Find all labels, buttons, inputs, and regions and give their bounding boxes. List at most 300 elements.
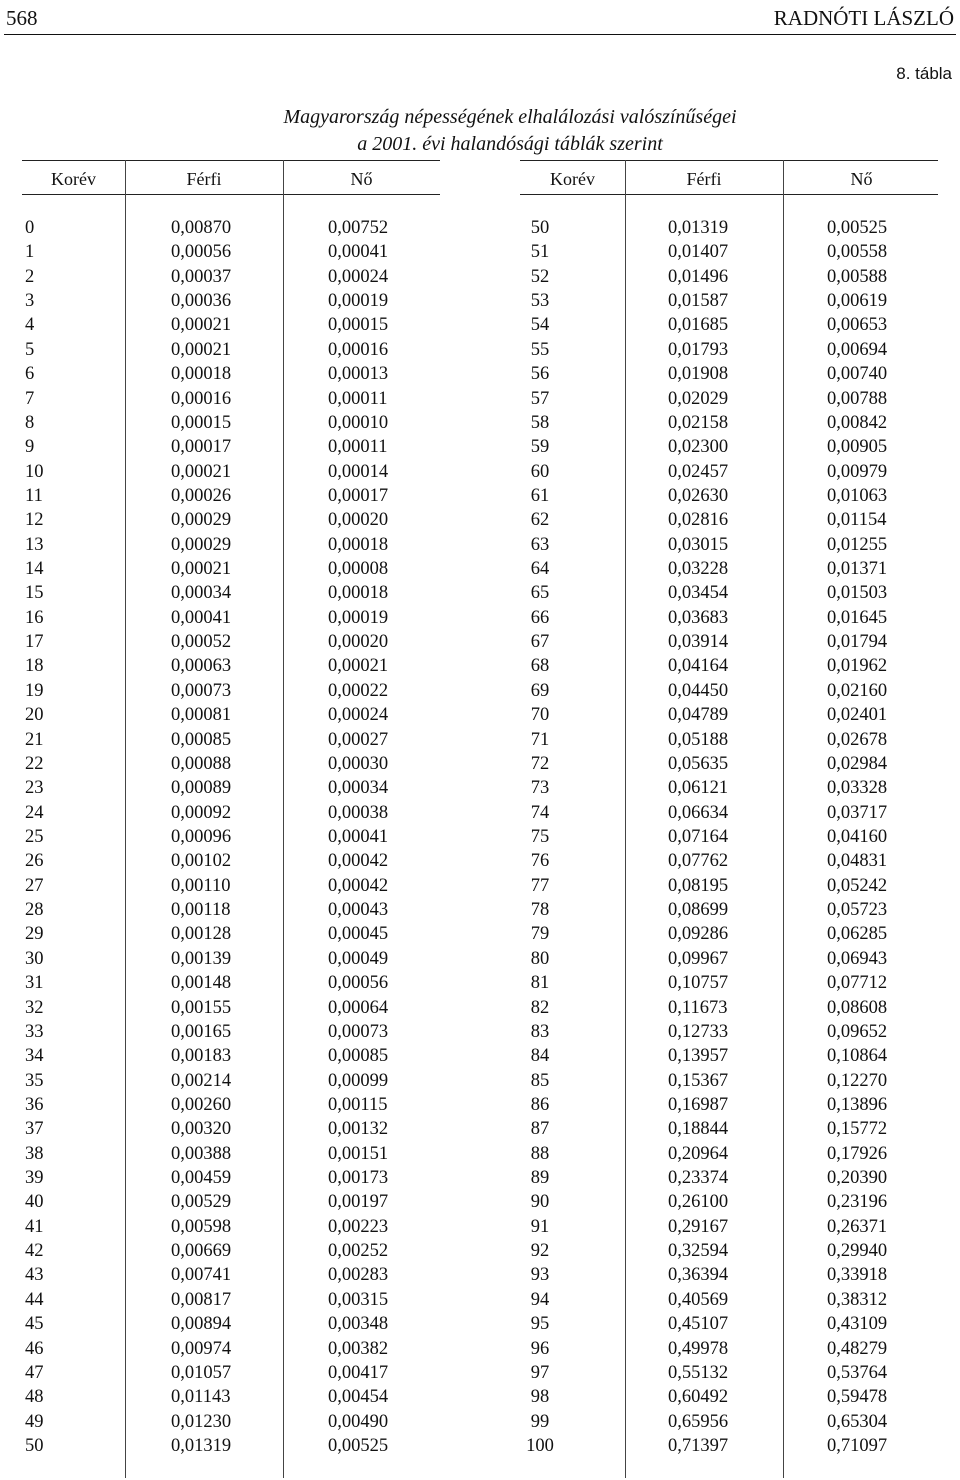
male-probability-cell: 0,00128 [171,924,232,945]
table-title-line-1: Magyarország népességének elhalálozási valószínűségei [283,106,737,128]
male-probability-cell: 0,13957 [668,1046,729,1067]
male-probability-cell: 0,00092 [171,802,232,823]
male-probability-cell: 0,10757 [668,973,729,994]
female-probability-cell: 0,00454 [328,1387,389,1408]
column-header-age: Korév [550,169,595,189]
male-probability-cell: 0,00037 [171,266,232,287]
female-probability-cell: 0,00653 [827,315,888,336]
male-probability-cell: 0,00034 [171,583,232,604]
age-cell: 53 [530,291,550,312]
female-probability-cell: 0,04160 [827,826,888,847]
female-probability-cell: 0,08608 [827,997,888,1018]
age-cell: 17 [25,632,44,653]
female-probability-cell: 0,29940 [827,1241,888,1262]
female-probability-cell: 0,59478 [827,1387,888,1408]
age-cell: 67 [530,632,550,653]
header-rule [4,34,956,35]
female-probability-cell: 0,00252 [328,1241,389,1262]
mortality-table [0,216,960,1458]
female-probability-cell: 0,00151 [328,1143,389,1164]
age-cell: 86 [530,1094,550,1115]
age-cell: 99 [530,1411,550,1432]
female-probability-cell: 0,00315 [328,1289,389,1310]
male-probability-cell: 0,32594 [668,1241,729,1262]
table-row [0,216,960,240]
male-probability-cell: 0,07762 [668,851,729,872]
female-probability-cell: 0,01645 [827,607,888,628]
table-row [0,1239,960,1263]
age-cell: 80 [530,948,550,969]
male-probability-cell: 0,00063 [171,656,232,677]
column-header-age: Korév [51,169,96,189]
male-probability-cell: 0,03015 [668,534,729,555]
age-cell: 50 [530,218,550,238]
age-cell: 14 [25,559,44,580]
age-cell: 63 [530,534,550,555]
age-cell: 92 [530,1241,550,1262]
table-row [0,581,960,605]
age-cell: 89 [530,1168,550,1189]
table-row [0,996,960,1020]
table-row [0,289,960,313]
female-probability-cell: 0,00740 [827,364,888,385]
female-probability-cell: 0,02401 [827,705,888,726]
age-cell: 29 [25,924,44,945]
female-probability-cell: 0,00020 [328,632,389,653]
male-probability-cell: 0,00016 [171,388,232,409]
female-probability-cell: 0,00018 [328,583,389,604]
male-probability-cell: 0,29167 [668,1216,729,1237]
female-probability-cell: 0,00027 [328,729,389,750]
age-cell: 81 [530,973,550,994]
age-cell: 4 [25,315,35,336]
female-probability-cell: 0,00049 [328,948,389,969]
age-cell: 11 [25,485,43,506]
table-header-rule-right [520,194,938,195]
male-probability-cell: 0,04789 [668,705,729,726]
male-probability-cell: 0,00036 [171,291,232,312]
table-row [0,1263,960,1287]
age-cell: 76 [530,851,550,872]
female-probability-cell: 0,00588 [827,266,888,287]
age-cell: 77 [530,875,550,896]
female-probability-cell: 0,00073 [328,1021,389,1042]
female-probability-cell: 0,00042 [328,851,389,872]
female-probability-cell: 0,01371 [827,559,888,580]
age-cell: 82 [530,997,550,1018]
table-row [0,947,960,971]
table-top-rule-left [22,160,440,161]
age-cell: 50 [25,1435,44,1456]
age-cell: 27 [25,875,44,896]
page-header [6,4,954,32]
female-probability-cell: 0,13896 [827,1094,888,1115]
male-probability-cell: 0,01496 [668,266,729,287]
male-probability-cell: 0,04164 [668,656,729,677]
age-cell: 12 [25,510,44,531]
male-probability-cell: 0,00529 [171,1192,232,1213]
male-probability-cell: 0,00017 [171,437,232,458]
male-probability-cell: 0,00741 [171,1265,232,1286]
table-row [0,1166,960,1190]
male-probability-cell: 0,03683 [668,607,729,628]
age-cell: 23 [25,778,44,799]
age-cell: 68 [530,656,550,677]
age-cell: 55 [530,339,550,360]
age-cell: 61 [530,485,550,506]
female-probability-cell: 0,00525 [827,218,888,238]
table-row [0,1020,960,1044]
table-row [0,265,960,289]
male-probability-cell: 0,20964 [668,1143,729,1164]
age-cell: 66 [530,607,550,628]
age-cell: 52 [530,266,550,287]
age-cell: 57 [530,388,550,409]
male-probability-cell: 0,05188 [668,729,729,750]
table-row [0,338,960,362]
table-row [0,1337,960,1361]
age-cell: 51 [530,242,550,263]
age-cell: 93 [530,1265,550,1286]
table-row [0,1190,960,1214]
table-row [0,1069,960,1093]
male-probability-cell: 0,03914 [668,632,729,653]
age-cell: 71 [530,729,550,750]
male-probability-cell: 0,00026 [171,485,232,506]
male-probability-cell: 0,00894 [171,1314,232,1335]
male-probability-cell: 0,00148 [171,973,232,994]
age-cell: 91 [530,1216,550,1237]
female-probability-cell: 0,00619 [827,291,888,312]
table-top-rule-right [520,160,938,161]
female-probability-cell: 0,00979 [827,461,888,482]
female-probability-cell: 0,65304 [827,1411,888,1432]
age-cell: 8 [25,412,35,433]
column-header-female: Nő [850,169,873,189]
female-probability-cell: 0,23196 [827,1192,888,1213]
table-row [0,1044,960,1068]
female-probability-cell: 0,06943 [827,948,888,969]
female-probability-cell: 0,00008 [328,559,389,580]
male-probability-cell: 0,01793 [668,339,729,360]
female-probability-cell: 0,00417 [328,1362,389,1383]
female-probability-cell: 0,17926 [827,1143,888,1164]
female-probability-cell: 0,00021 [328,656,389,677]
age-cell: 46 [25,1338,44,1359]
male-probability-cell: 0,00041 [171,607,232,628]
male-probability-cell: 0,00165 [171,1021,232,1042]
age-cell: 3 [25,291,35,312]
female-probability-cell: 0,01962 [827,656,888,677]
age-cell: 38 [25,1143,44,1164]
male-probability-cell: 0,00260 [171,1094,232,1115]
male-probability-cell: 0,00015 [171,412,232,433]
female-probability-cell: 0,00045 [328,924,389,945]
age-cell: 59 [530,437,550,458]
male-probability-cell: 0,00102 [171,851,232,872]
age-cell: 49 [25,1411,44,1432]
age-cell: 83 [530,1021,550,1042]
male-probability-cell: 0,00598 [171,1216,232,1237]
age-cell: 44 [25,1289,44,1310]
age-cell: 1 [25,242,35,263]
male-probability-cell: 0,26100 [668,1192,729,1213]
female-probability-cell: 0,10864 [827,1046,888,1067]
male-probability-cell: 0,15367 [668,1070,729,1091]
male-probability-cell: 0,02457 [668,461,729,482]
female-probability-cell: 0,00020 [328,510,389,531]
male-probability-cell: 0,08699 [668,900,729,921]
table-row [0,679,960,703]
age-cell: 48 [25,1387,44,1408]
table-row [0,898,960,922]
male-probability-cell: 0,06634 [668,802,729,823]
male-probability-cell: 0,00081 [171,705,232,726]
age-cell: 72 [530,753,550,774]
female-probability-cell: 0,05723 [827,900,888,921]
table-row [0,1215,960,1239]
table-row [0,1385,960,1409]
female-probability-cell: 0,05242 [827,875,888,896]
male-probability-cell: 0,49978 [668,1338,729,1359]
female-probability-cell: 0,00038 [328,802,389,823]
age-cell: 0 [25,218,35,238]
female-probability-cell: 0,00197 [328,1192,389,1213]
column-header-male: Férfi [186,169,222,189]
female-probability-cell: 0,00064 [328,997,389,1018]
table-row [0,801,960,825]
female-probability-cell: 0,00011 [328,388,388,409]
male-probability-cell: 0,04450 [668,680,729,701]
age-cell: 25 [25,826,44,847]
column-header-female: Nő [350,169,373,189]
male-probability-cell: 0,01057 [171,1362,232,1383]
table-row [0,752,960,776]
female-probability-cell: 0,00348 [328,1314,389,1335]
age-cell: 43 [25,1265,44,1286]
female-probability-cell: 0,00490 [328,1411,389,1432]
male-probability-cell: 0,02816 [668,510,729,531]
female-probability-cell: 0,00014 [328,461,389,482]
table-row [0,1142,960,1166]
male-probability-cell: 0,08195 [668,875,729,896]
table-row [0,533,960,557]
male-probability-cell: 0,01319 [668,218,729,238]
column-header-male: Férfi [686,169,722,189]
age-cell: 33 [25,1021,44,1042]
age-cell: 13 [25,534,44,555]
age-cell: 98 [530,1387,550,1408]
table-row [0,387,960,411]
age-cell: 97 [530,1362,550,1383]
male-probability-cell: 0,00974 [171,1338,232,1359]
table-row [0,1288,960,1312]
age-cell: 7 [25,388,35,409]
female-probability-cell: 0,00842 [827,412,888,433]
age-cell: 62 [530,510,550,531]
female-probability-cell: 0,00905 [827,437,888,458]
age-cell: 74 [530,802,550,823]
table-row [0,411,960,435]
male-probability-cell: 0,00388 [171,1143,232,1164]
female-probability-cell: 0,00024 [328,266,389,287]
table-row [0,313,960,337]
male-probability-cell: 0,01587 [668,291,729,312]
table-header-rule-left [22,194,440,195]
table-row [0,703,960,727]
female-probability-cell: 0,09652 [827,1021,888,1042]
male-probability-cell: 0,07164 [668,826,729,847]
running-head: RADNÓTI LÁSZLÓ [773,6,954,30]
male-probability-cell: 0,00052 [171,632,232,653]
male-probability-cell: 0,01230 [171,1411,232,1432]
female-probability-cell: 0,04831 [827,851,888,872]
female-probability-cell: 0,00132 [328,1119,389,1140]
age-cell: 70 [530,705,550,726]
table-row [0,922,960,946]
age-cell: 64 [530,559,550,580]
female-probability-cell: 0,00018 [328,534,389,555]
female-probability-cell: 0,01255 [827,534,888,555]
male-probability-cell: 0,00669 [171,1241,232,1262]
table-row [0,1117,960,1141]
age-cell: 73 [530,778,550,799]
female-probability-cell: 0,00173 [328,1168,389,1189]
age-cell: 16 [25,607,44,628]
table-row [0,484,960,508]
table-title-line-2: a 2001. évi halandósági táblák szerint [357,133,663,155]
female-probability-cell: 0,01794 [827,632,888,653]
male-probability-cell: 0,05635 [668,753,729,774]
female-probability-cell: 0,00010 [328,412,389,433]
male-probability-cell: 0,01908 [668,364,729,385]
table-row [0,776,960,800]
female-probability-cell: 0,00382 [328,1338,389,1359]
age-cell: 22 [25,753,44,774]
table-row [0,654,960,678]
male-probability-cell: 0,09286 [668,924,729,945]
male-probability-cell: 0,00018 [171,364,232,385]
male-probability-cell: 0,00021 [171,559,232,580]
male-probability-cell: 0,00183 [171,1046,232,1067]
age-cell: 65 [530,583,550,604]
table-row [0,825,960,849]
age-cell: 28 [25,900,44,921]
female-probability-cell: 0,00013 [328,364,389,385]
female-probability-cell: 0,02984 [827,753,888,774]
male-probability-cell: 0,01143 [171,1387,231,1408]
male-probability-cell: 0,00088 [171,753,232,774]
female-probability-cell: 0,07712 [827,973,888,994]
age-cell: 15 [25,583,44,604]
male-probability-cell: 0,00155 [171,997,232,1018]
age-cell: 79 [530,924,550,945]
age-cell: 60 [530,461,550,482]
age-cell: 84 [530,1046,550,1067]
female-probability-cell: 0,00558 [827,242,888,263]
male-probability-cell: 0,03454 [668,583,729,604]
table-row [0,460,960,484]
female-probability-cell: 0,00019 [328,291,389,312]
table-row [0,1093,960,1117]
male-probability-cell: 0,00139 [171,948,232,969]
age-cell: 35 [25,1070,44,1091]
male-probability-cell: 0,00096 [171,826,232,847]
male-probability-cell: 0,16987 [668,1094,729,1115]
female-probability-cell: 0,12270 [827,1070,888,1091]
age-cell: 88 [530,1143,550,1164]
age-cell: 2 [25,266,35,287]
age-cell: 19 [25,680,44,701]
female-probability-cell: 0,00016 [328,339,389,360]
male-probability-cell: 0,71397 [668,1435,729,1456]
table-row [0,557,960,581]
age-cell: 41 [25,1216,44,1237]
table-label: 8. tábla [896,64,952,83]
male-probability-cell: 0,00021 [171,461,232,482]
male-probability-cell: 0,45107 [668,1314,729,1335]
male-probability-cell: 0,00021 [171,339,232,360]
age-cell: 94 [530,1289,550,1310]
table-row [0,1410,960,1434]
male-probability-cell: 0,02029 [668,388,729,409]
female-probability-cell: 0,48279 [827,1338,888,1359]
age-cell: 6 [25,364,35,385]
male-probability-cell: 0,00320 [171,1119,232,1140]
female-probability-cell: 0,00694 [827,339,888,360]
male-probability-cell: 0,00073 [171,680,232,701]
female-probability-cell: 0,71097 [827,1435,888,1456]
male-probability-cell: 0,12733 [668,1021,729,1042]
age-cell: 100 [526,1435,554,1456]
female-probability-cell: 0,00019 [328,607,389,628]
age-cell: 47 [25,1362,44,1383]
female-probability-cell: 0,00223 [328,1216,389,1237]
age-cell: 9 [25,437,35,458]
age-cell: 54 [530,315,550,336]
table-row [0,240,960,264]
age-cell: 32 [25,997,44,1018]
female-probability-cell: 0,01154 [827,510,887,531]
table-row [0,362,960,386]
male-probability-cell: 0,00089 [171,778,232,799]
age-cell: 36 [25,1094,44,1115]
female-probability-cell: 0,00041 [328,242,389,263]
female-probability-cell: 0,00085 [328,1046,389,1067]
male-probability-cell: 0,02630 [668,485,729,506]
male-probability-cell: 0,00056 [171,242,232,263]
age-cell: 34 [25,1046,44,1067]
table-row [0,971,960,995]
table-row [0,606,960,630]
female-probability-cell: 0,53764 [827,1362,888,1383]
page-number: 568 [6,6,38,30]
male-probability-cell: 0,06121 [668,778,729,799]
male-probability-cell: 0,01319 [171,1435,232,1456]
table-row [0,728,960,752]
male-probability-cell: 0,11673 [668,997,728,1018]
female-probability-cell: 0,00788 [827,388,888,409]
female-probability-cell: 0,00752 [328,218,389,238]
female-probability-cell: 0,00022 [328,680,389,701]
male-probability-cell: 0,18844 [668,1119,729,1140]
male-probability-cell: 0,02300 [668,437,729,458]
male-probability-cell: 0,00110 [171,875,231,896]
age-cell: 95 [530,1314,550,1335]
table-row [0,630,960,654]
age-cell: 21 [25,729,44,750]
age-cell: 87 [530,1119,550,1140]
